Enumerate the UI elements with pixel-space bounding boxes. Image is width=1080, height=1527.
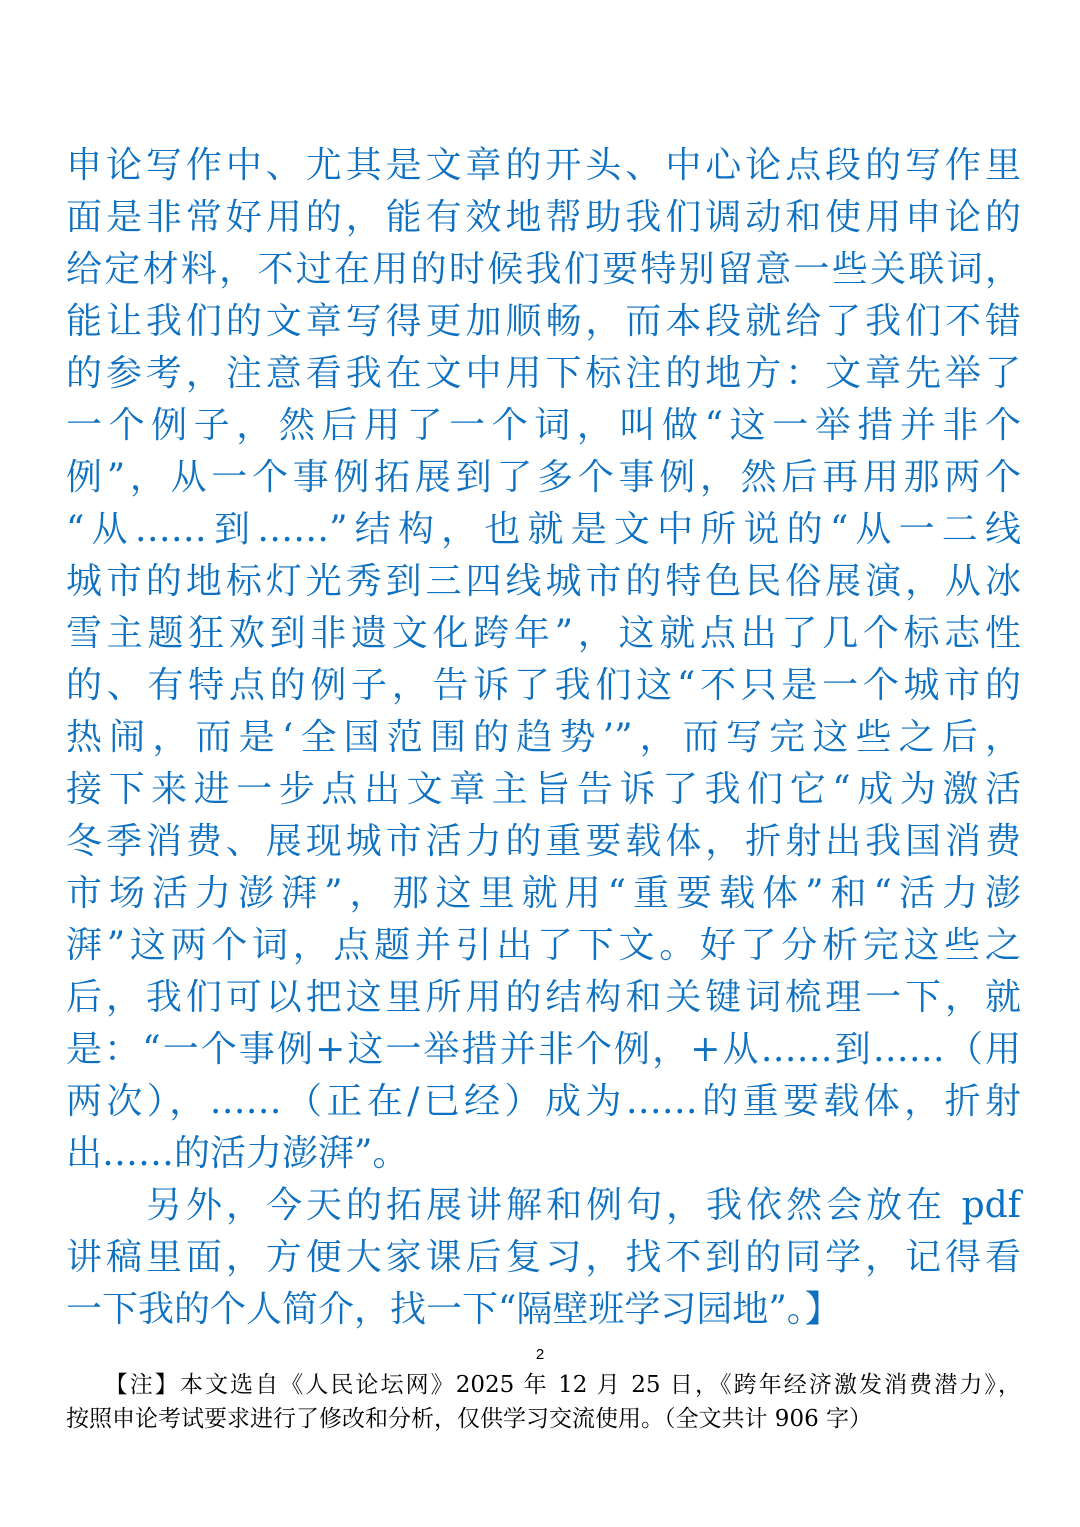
note-line: 【注】本文选自《人民论坛网》2025 年 12 月 25 日，《跨年经济激发消费潜力》， bbox=[66, 1372, 1021, 1398]
body-line: 雪主题狂欢到非遗文化跨年”，这就点出了几个标志性 bbox=[66, 613, 1021, 654]
body-line: 后，我们可以把这里所用的结构和关键词梳理一下，就 bbox=[66, 977, 1021, 1018]
body-line: 讲稿里面，方便大家课后复习，找不到的同学，记得看 bbox=[66, 1237, 1021, 1278]
source-note bbox=[66, 1368, 1021, 1436]
body-line: 面是非常好用的，能有效地帮助我们调动和使用申论的 bbox=[66, 197, 1021, 238]
body-line: 给定材料，不过在用的时候我们要特别留意一些关联词， bbox=[66, 249, 1021, 290]
body-line: 市场活力澎湃”，那这里就用“重要载体”和“活力澎 bbox=[66, 873, 1021, 914]
page-number: 2 bbox=[535, 1346, 545, 1363]
body-text bbox=[66, 140, 1021, 1336]
body-line: 接下来进一步点出文章主旨告诉了我们它“成为激活 bbox=[66, 769, 1021, 810]
body-line: 另外，今天的拓展讲解和例句，我依然会放在 pdf bbox=[66, 1185, 1021, 1226]
body-line: 的参考，注意看我在文中用下标注的地方：文章先举了 bbox=[66, 353, 1021, 394]
body-line: 申论写作中、尤其是文章的开头、中心论点段的写作里 bbox=[66, 145, 1021, 186]
body-line: 能让我们的文章写得更加顺畅，而本段就给了我们不错 bbox=[66, 301, 1021, 342]
body-line: 出……的活力澎湃”。 bbox=[66, 1133, 409, 1174]
body-line: 城市的地标灯光秀到三四线城市的特色民俗展演，从冰 bbox=[66, 561, 1021, 602]
body-line: 湃”这两个词，点题并引出了下文。好了分析完这些之 bbox=[66, 925, 1021, 966]
body-line: 热闹，而是‘全国范围的趋势’”，而写完这些之后， bbox=[66, 717, 1021, 758]
body-line: 是：“一个事例+这一举措并非个例，+从……到……（用 bbox=[66, 1029, 1021, 1070]
body-line: 一下我的个人简介，找一下“隔壁班学习园地”。】 bbox=[66, 1289, 841, 1330]
note-line: 按照申论考试要求进行了修改和分析，仅供学习交流使用。（全文共计 906 字） bbox=[66, 1406, 873, 1432]
body-line: “从……到……”结构，也就是文中所说的“从一二线 bbox=[66, 509, 1021, 550]
body-line: 一个例子，然后用了一个词，叫做“这一举措并非个 bbox=[66, 405, 1021, 446]
body-line: 冬季消费、展现城市活力的重要载体，折射出我国消费 bbox=[66, 821, 1021, 862]
body-line: 的、有特点的例子，告诉了我们这“不只是一个城市的 bbox=[66, 665, 1021, 706]
body-line: 两次），……（正在/已经）成为……的重要载体，折射 bbox=[66, 1081, 1021, 1122]
body-line: 例”，从一个事例拓展到了多个事例，然后再用那两个 bbox=[66, 457, 1021, 498]
